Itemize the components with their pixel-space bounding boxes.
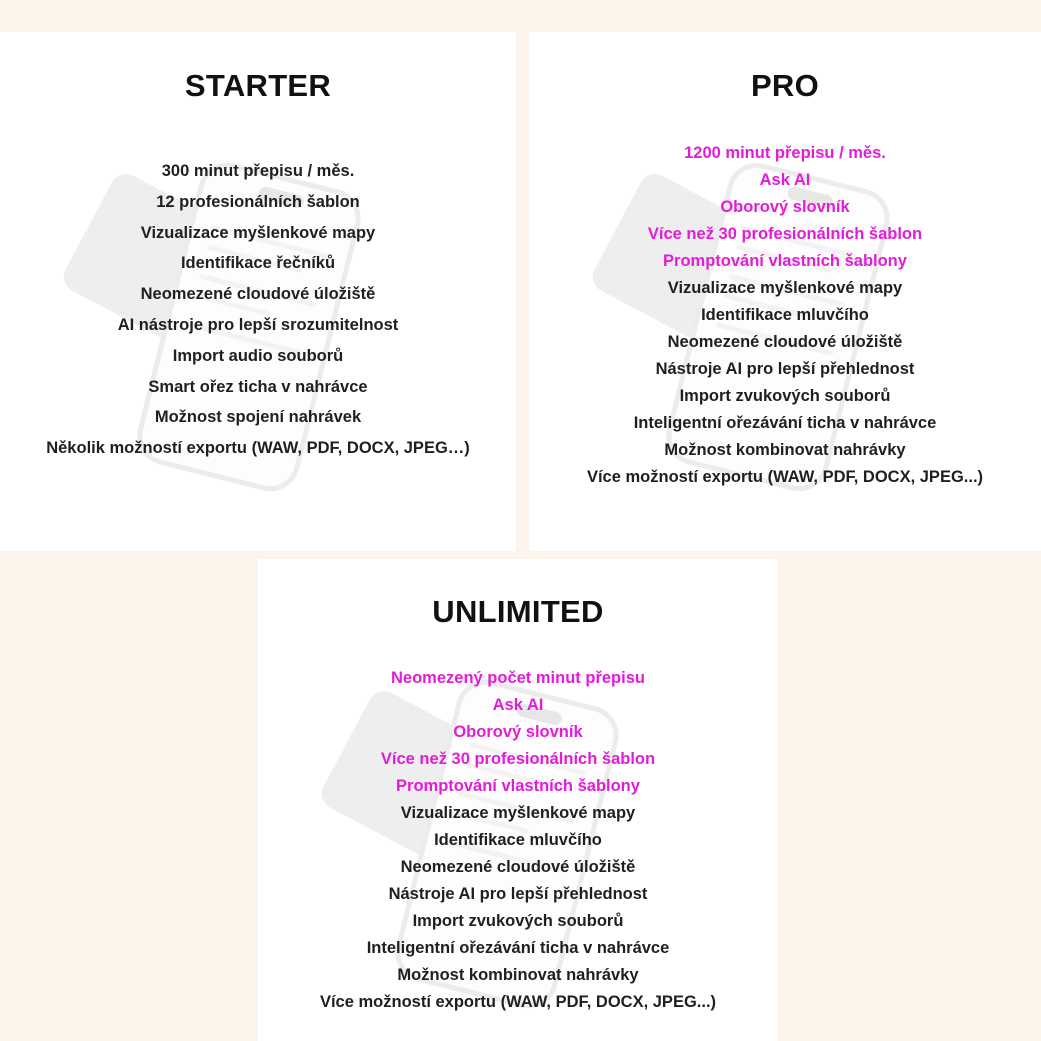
feature-item: Několik možností exportu (WAW, PDF, DOCX, JPEG…) (46, 439, 470, 458)
plan-card-starter (0, 32, 516, 551)
feature-item: Smart ořez ticha v nahrávce (148, 377, 368, 396)
feature-item: Možnost spojení nahrávek (154, 408, 362, 427)
feature-list (529, 140, 1041, 491)
feature-item-highlighted: Více než 30 profesionálních šablon (647, 225, 923, 243)
feature-item-highlighted: Více než 30 profesionálních šablon (380, 750, 656, 768)
feature-item-highlighted: Oborový slovník (720, 198, 850, 216)
feature-item-highlighted: Promptování vlastních šablony (396, 777, 640, 795)
plan-title: PRO (750, 68, 820, 103)
feature-item: Identifikace řečníků (180, 254, 336, 273)
plan-card-pro (529, 32, 1041, 551)
feature-item: Import zvukových souborů (679, 387, 891, 405)
feature-item: Možnost kombinovat nahrávky (397, 966, 639, 984)
feature-item-highlighted: Ask AI (492, 696, 544, 714)
feature-item: AI nástroje pro lepší srozumitelnost (117, 315, 399, 334)
feature-item-highlighted: 1200 minut přepisu / měs. (684, 144, 886, 162)
feature-item: Inteligentní ořezávání ticha v nahrávce (366, 939, 670, 957)
feature-item: Vizualizace myšlenkové mapy (140, 223, 376, 242)
feature-item: Identifikace mluvčího (434, 831, 602, 849)
feature-item-highlighted: Promptování vlastních šablony (663, 252, 907, 270)
feature-item: 300 minut přepisu / měs. (161, 162, 355, 180)
feature-item: Import zvukových souborů (412, 912, 624, 930)
feature-item: Více možností exportu (WAW, PDF, DOCX, JPEG...) (319, 993, 717, 1011)
feature-item: Vizualizace myšlenkové mapy (667, 279, 903, 297)
feature-item: Nástroje AI pro lepší přehlednost (388, 885, 648, 903)
feature-item: Možnost kombinovat nahrávky (664, 441, 906, 459)
feature-item: Neomezené cloudové úložiště (667, 333, 903, 351)
feature-list (258, 665, 778, 1016)
feature-item: Import audio souborů (172, 346, 344, 365)
plan-title: STARTER (184, 68, 332, 103)
feature-item: 12 profesionálních šablon (156, 192, 360, 211)
feature-list (0, 156, 516, 464)
feature-item: Inteligentní ořezávání ticha v nahrávce (633, 414, 937, 432)
feature-item: Více možností exportu (WAW, PDF, DOCX, JPEG...) (586, 468, 984, 486)
feature-item-highlighted: Oborový slovník (453, 723, 583, 741)
feature-item: Neomezené cloudové úložiště (140, 285, 376, 304)
feature-item-highlighted: Neomezený počet minut přepisu (391, 669, 645, 687)
feature-item: Vizualizace myšlenkové mapy (400, 804, 636, 822)
feature-item: Nástroje AI pro lepší přehlednost (655, 360, 915, 378)
plan-card-unlimited (258, 559, 778, 1041)
feature-item: Neomezené cloudové úložiště (400, 858, 636, 876)
feature-item: Identifikace mluvčího (701, 306, 869, 324)
feature-item-highlighted: Ask AI (759, 171, 811, 189)
plan-title: UNLIMITED (432, 594, 604, 629)
